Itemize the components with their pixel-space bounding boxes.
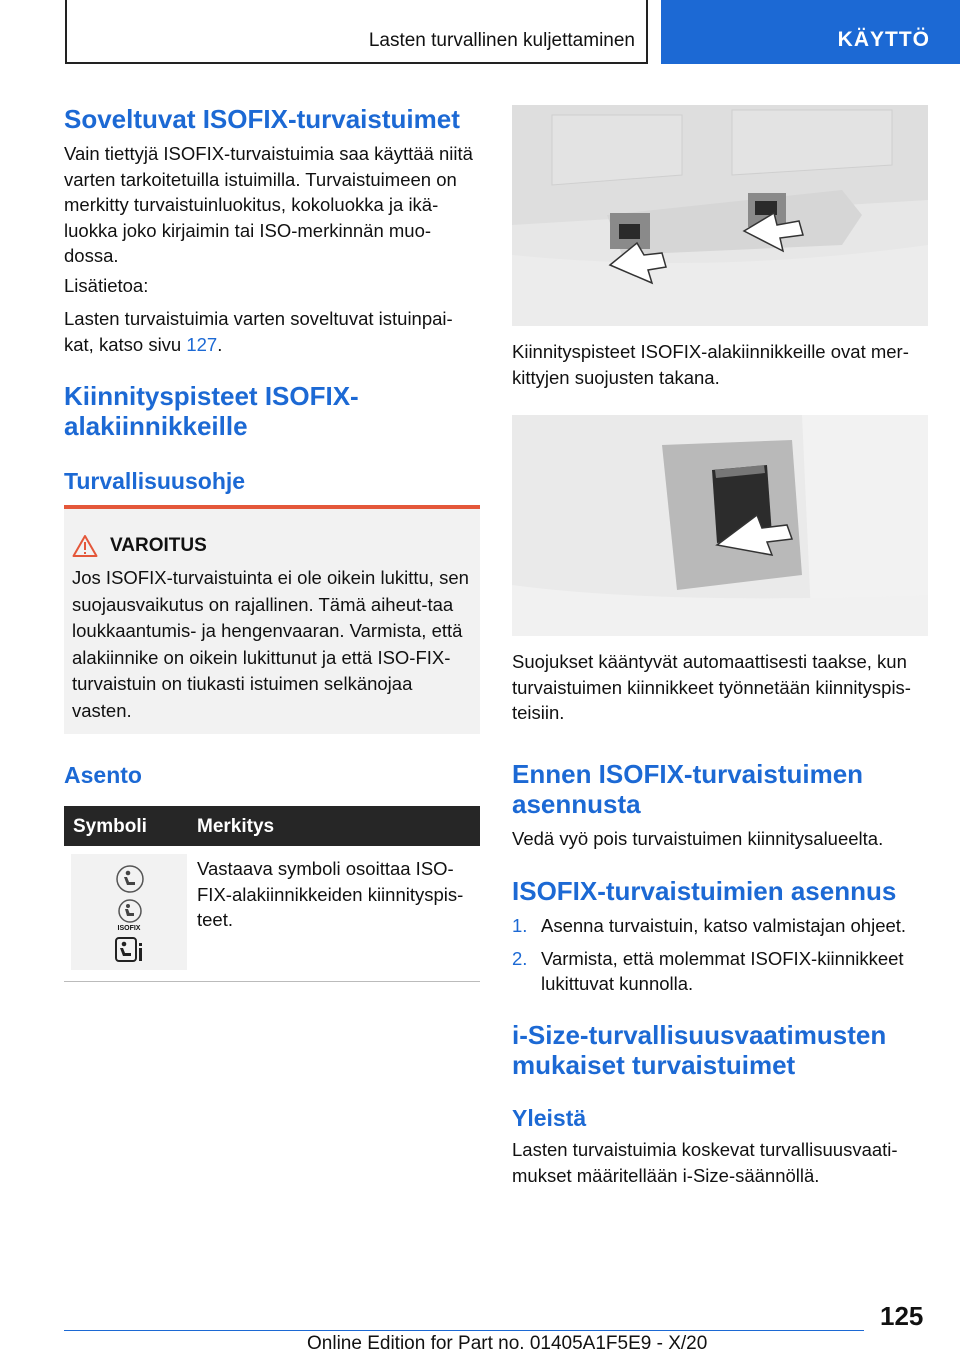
warning-title: VAROITUS (110, 535, 207, 556)
table-symbol-cell (71, 854, 187, 970)
child-seat-icon (115, 864, 145, 894)
warning-text: Jos ISOFIX-turvaistuinta ei ole oikein lukittu, sen suojausvaikutus on rajallinen. Tämä aiheut-taa loukkaantumis- ja hengenvaaran. Varmista, että alakiinnike on oikein lukittunut ja että ISO-FIX-turvaistuin on tiukasti istuimen selkänojaa vasten. (72, 567, 469, 721)
paragraph-reference: Lasten turvaistuimia varten soveltuvat istuinpai-kat, katso sivu 127. (64, 308, 453, 355)
table-meaning-text: Vastaava symboli osoittaa ISO-FIX-alakiinnikkeiden kiinnityspis-teet. (197, 858, 464, 930)
list-item: 1. Asenna turvaistuin, katso valmistajan ohjeet. (512, 915, 907, 936)
heading-isofix-points: Kiinnityspisteet ISOFIX-alakiinnikkeille (64, 381, 359, 441)
heading-safety-note: Turvallisuusohje (64, 468, 246, 494)
isofix-info-icon (115, 936, 147, 964)
warning-box (64, 505, 480, 734)
list-item: 2. Varmista, että molemmat ISOFIX-kiinnikkeet lukittuvat kunnolla. (512, 947, 904, 994)
paragraph-more-info: Lisätietoa: (64, 275, 149, 296)
heading-position: Asento (64, 762, 142, 788)
page-number: 125 (880, 1301, 924, 1331)
footer-rule (64, 1330, 864, 1331)
table-bottom-rule (64, 981, 480, 982)
paragraph-before-install: Vedä vyö pois turvaistuimen kiinnitysalueelta. (512, 828, 884, 849)
table-header (64, 806, 480, 846)
header-title: Lasten turvallinen kuljettaminen (368, 30, 635, 51)
paragraph-general: Lasten turvaistuimia koskevat turvallisuusvaati-mukset määritellään i-Size-säännöllä. (512, 1139, 898, 1186)
paragraph-suitable-seats: Vain tiettyjä ISOFIX-turvaistuimia saa käyttää niitä varten tarkoitetuilla istuimilla. Turvaistuimeen on merkitty turvaistuinluokitus, kokoluokka ja ikä-luokka joko kirjaimin tai ISO-merkinnän muo-dossa. (64, 143, 473, 266)
table-col-symbol: Symboli (73, 816, 147, 837)
isofix-label: ISOFIX (117, 925, 141, 932)
heading-install: ISOFIX-turvaistuimien asennus (512, 876, 897, 906)
table-col-meaning: Merkitys (197, 816, 275, 837)
header-section-tab[interactable]: KÄYTTÖ (661, 0, 960, 64)
rear-seat-photo (512, 105, 928, 326)
caption-photo-2: Suojukset kääntyvät automaattisesti taakse, kun turvaistuimen kiinnikkeet työnnetään kiinnityspis-teisiin. (512, 651, 911, 723)
footer-edition: Online Edition for Part no. 01405A1F5E9 - X/20 (307, 1333, 708, 1354)
page-reference-link[interactable]: 127 (186, 333, 218, 355)
caption-photo-1: Kiinnityspisteet ISOFIX-alakiinnikkeille ovat mer-kittyjen suojusten takana. (512, 341, 909, 388)
heading-isize: i-Size-turvallisuusvaatimusten mukaiset turvaistuimet (512, 1020, 887, 1080)
heading-suitable-seats: Soveltuvat ISOFIX-turvaistuimet (64, 104, 460, 134)
isofix-seat-icon (117, 898, 143, 924)
isofix-cover-photo (512, 415, 928, 636)
warning-triangle-icon (72, 534, 98, 558)
heading-before-install: Ennen ISOFIX-turvaistuimen asennusta (512, 759, 864, 819)
install-steps (512, 913, 930, 997)
heading-general: Yleistä (512, 1105, 587, 1131)
